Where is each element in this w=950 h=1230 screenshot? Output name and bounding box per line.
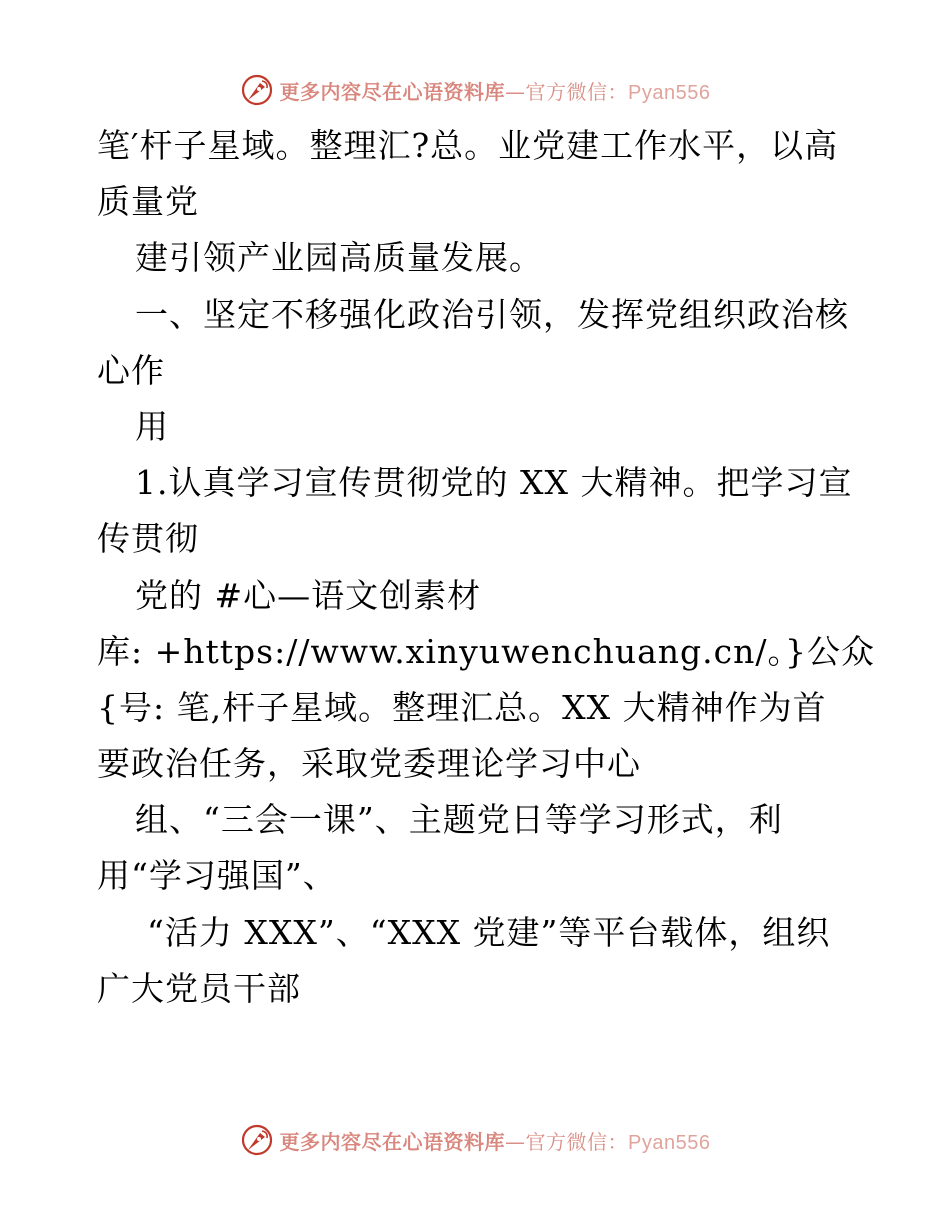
text-line: 广大党员干部	[97, 968, 301, 1008]
watermark-text	[280, 76, 711, 105]
watermark-wechat-id: Pyan556	[628, 81, 711, 104]
text-line: 传贯彻	[97, 519, 199, 559]
watermark-footer	[0, 1120, 950, 1160]
text-line: 组、“三会一课”、主题党日等学习形式，利	[135, 800, 783, 840]
text-line: 建引领产业园高质量发展。	[135, 238, 543, 278]
watermark-brand: 更多内容尽在心语资料库	[279, 79, 506, 104]
text-line: 用“学习强国”、	[97, 856, 337, 896]
text-line: 笔′杆子星域。整理汇?总。业党建工作水平，以高	[97, 126, 839, 165]
watermark-brand: 更多内容尽在心语资料库	[279, 1129, 506, 1154]
pen-nib-logo-icon	[240, 1123, 274, 1157]
watermark-separator: —	[505, 1129, 526, 1154]
text-line: 要政治任务，采取党委理论学习中心	[97, 744, 641, 784]
watermark-text	[280, 1126, 711, 1155]
watermark-separator: —	[505, 79, 526, 104]
text-line: 心作	[97, 350, 165, 390]
text-line: 1.认真学习宣传贯彻党的 XX 大精神。把学习宣	[135, 463, 853, 503]
text-line: 党的 #心—语文创素材	[135, 575, 482, 615]
watermark-header	[0, 70, 950, 110]
text-line: 库: +https://www.xinyuwenchuang.cn/。}公众	[97, 631, 875, 671]
pen-nib-logo-icon	[240, 73, 274, 107]
watermark-wechat-label: 官方微信：	[525, 1129, 629, 1154]
watermark-footer-inner	[240, 1123, 711, 1157]
document-body	[97, 118, 875, 1017]
text-line: 一、坚定不移强化政治引领，发挥党组织政治核	[135, 294, 849, 334]
text-line: “活力 XXX”、“XXX 党建”等平台载体，组织	[147, 912, 831, 952]
watermark-wechat-id: Pyan556	[628, 1131, 711, 1154]
watermark-header-inner	[240, 73, 711, 107]
text-line: {号: 笔,杆子星域。整理汇总。XX 大精神作为首	[97, 687, 827, 727]
text-line: 用	[135, 406, 169, 446]
watermark-wechat-label: 官方微信：	[525, 79, 629, 104]
text-line: 质量党	[97, 182, 199, 222]
